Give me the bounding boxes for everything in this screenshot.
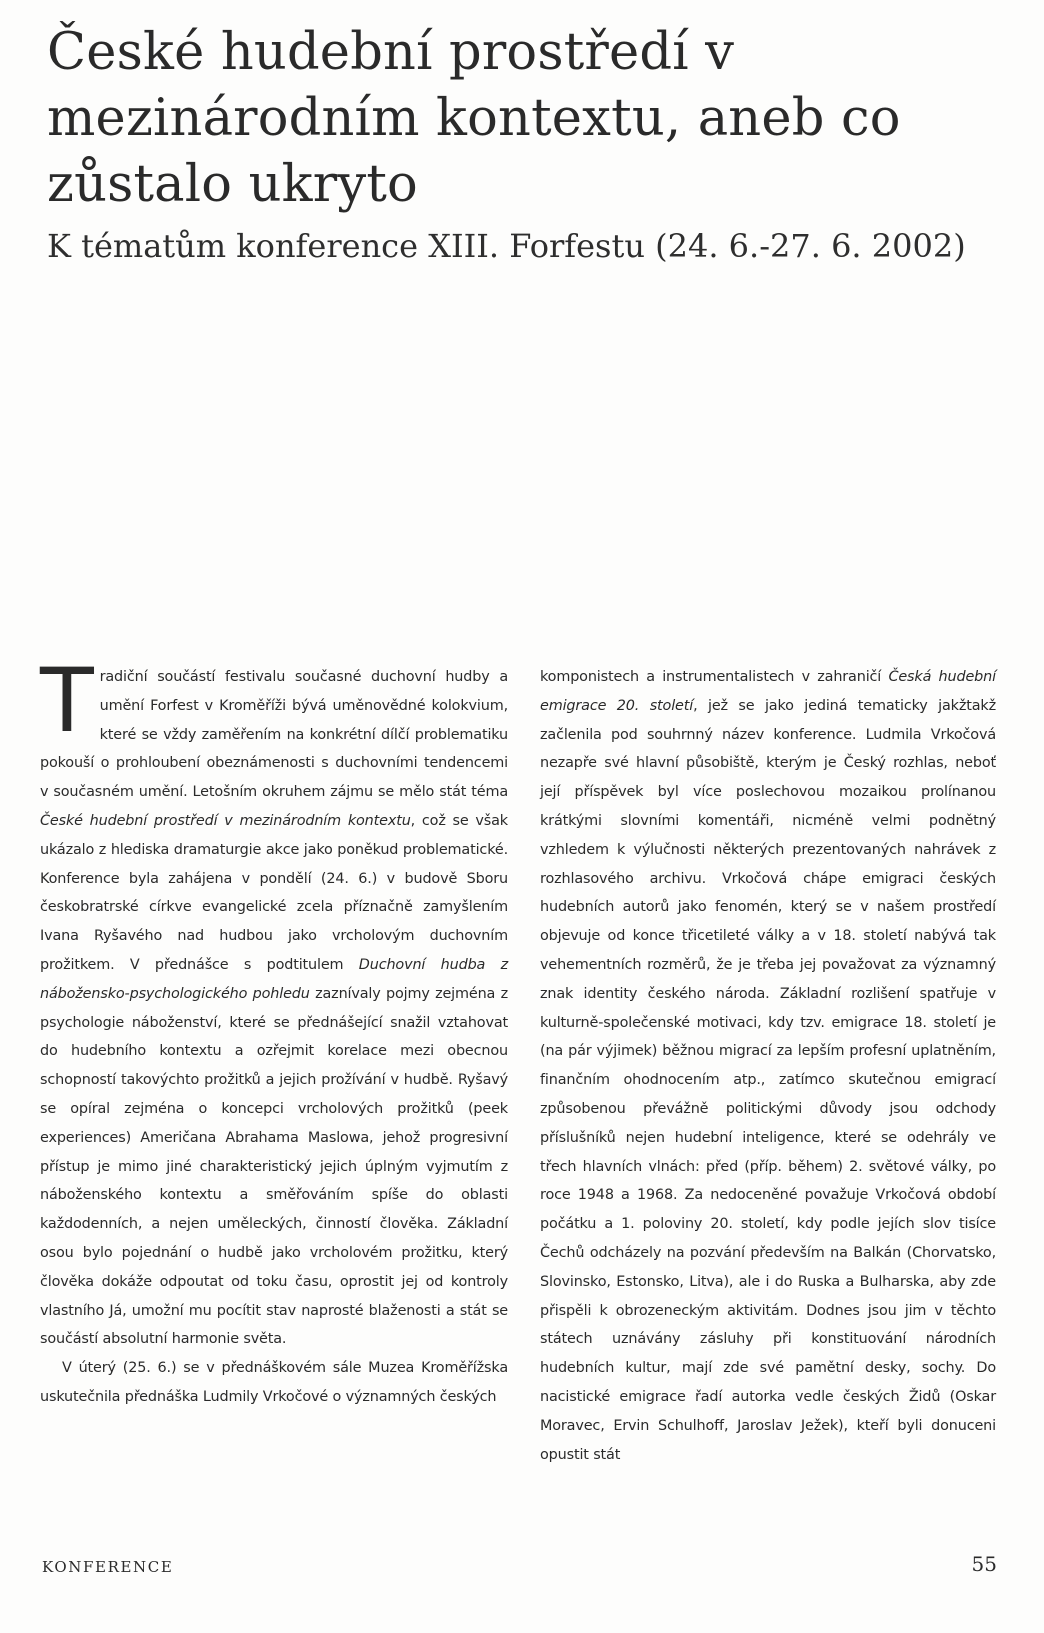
paragraph-text: , jež se jako jediná tematicky jakžtakž začlenila pod souhrnný název konference. Ludmila Vrkočová nezapře své hlavní působiště, kterým je Český rozhlas, neboť její příspěvek byl více poslechovou mozaikou prolínanou krátkými slovními komentáři, nicméně velmi podnětný vzhledem k výlučnosti některých prezentovaných nahrávek z rozhlasového archivu. Vrkočová chápe emigraci českých hudebních autorů jako fenomén, který se v našem prostředí objevuje od konce třicetileté války a v 18. století nabývá tak vehementních rozměrů, že je třeba jej považovat za významný znak identity českého národa. Základní rozlišení spatřuje v kulturně-společenské motivaci, kdy tzv. emigrace 18. století je (na pár výjimek) běžnou migrací za lepším profesní uplatněním, finančním ohodnocením atp., zatímco skutečnou emigrací způsobenou převážně politickými důvody jsou odchody příslušníků nejen hudební inteligence, které se odehrály ve třech hlavních vlnách: před (příp. během) 2. světové války, po roce 1948 a 1968. Za nedoceněné považuje Vrkočová období počátku a 1. poloviny 20. století, kdy podle jejích slov tisíce Čechů odcházely na pozvání především na Balkán (Chorvatsko, Slovinsko, Estonsko, Litva), ale i do Ruska a Bulharska, aby zde přispěli k obrozeneckým aktivitám. Dodnes jsou jim v těchto státech uznávány zásluhy při konstituování národních hudebních kultur, mají zde své pamětní desky, sochy. Do nacistické emigrace řadí autorka vedle českých Židů (Oskar Moravec, Ervin Schulhoff, Jaroslav Ježek), kteří byli donuceni opustit stát: [540, 697, 996, 1463]
article-subtitle: K tématům konference XIII. Forfestu (24. 6.-27. 6. 2002): [47, 227, 966, 265]
paragraph: V úterý (25. 6.) se v přednáškovém sále Muzea Kroměřížska uskutečnila přednáška Ludmily Vrkočové o významných českých: [40, 1360, 508, 1405]
paragraph-text: radiční součástí festivalu současné duchovní hudby a umění Forfest v Kroměříži bývá uměnovědné kolokvium, které se vždy zaměřením na konkrétní dílčí problematiku pokouší o prohloubení obeznámenosti s duchovními tendencemi v současném umění. Letošním okruhem zájmu se mělo stát téma: [40, 669, 508, 801]
article-header: [47, 20, 1027, 270]
drop-cap: T: [40, 649, 94, 752]
article-title: České hudební prostředí v mezinárodním kontextu, aneb co zůstalo ukryto: [47, 23, 901, 214]
section-label: KONFERENCE: [42, 1558, 174, 1576]
left-text-column: [40, 649, 508, 1412]
italic-title: České hudební prostředí v mezinárodním kontextu: [40, 812, 411, 829]
paragraph-text: komponistech a instrumentalistech v zahraničí: [540, 669, 889, 685]
italic-title: Česká hudební emigrace 20. století: [540, 669, 996, 714]
page-number: 55: [971, 1552, 997, 1576]
italic-title: Duchovní hudba z nábožensko-psychologického pohledu: [40, 956, 508, 1002]
paragraph: [40, 649, 508, 1354]
paragraph-text: , což se však ukázalo z hlediska dramaturgie akce jako poněkud problematické. Konference byla zahájena v pondělí (24. 6.) v budově Sboru českobratrské církve evangelické zcela příznačně zamyšlením Ivana Ryšavého nad hudbou jako vrcholovým duchovním prožitkem. V přednášce s podtitulem: [40, 812, 508, 973]
right-text-column: [540, 663, 996, 1469]
paragraph-text: zaznívaly pojmy zejména z psychologie náboženství, které se přednášející snažil vztahovat do hudebního kontextu a ozřejmit korelace mezi obecnou schopností takovýchto prožitků a jejich prožívání v hudbě. Ryšavý se opíral zejména o koncepci vrcholových prožitků (peek experiences) Američana Abrahama Maslowa, jehož progresivní přístup je mimo jiné charakteristický jejich úplným vyjmutím z náboženského kontextu a směřováním spíše do oblasti každodenních, a nejen uměleckých, činností člověka. Základní osou bylo pojednání o hudbě jako vrcholovém prožitku, který člověka dokáže odpoutat od toku času, oprostit jej od kontroly vlastního Já, umožní mu pocítit stav naprosté blaženosti a stát se součástí absolutní harmonie světa.: [40, 985, 508, 1348]
paragraph: [540, 663, 996, 1469]
